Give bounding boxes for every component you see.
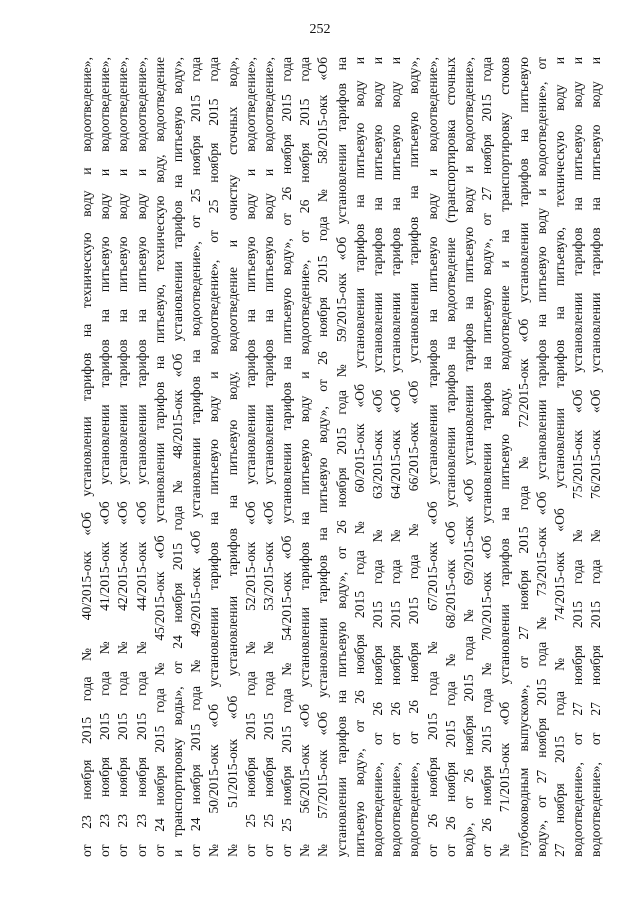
text-line: от 26 ноября 2015 года № 68/2015-окк «Об установлении тарифов на водоотведение (транспортировка сточных [442,57,458,857]
text-line: от 25 ноября 2015 года № 53/2015-окк «Об установлении тарифов на питьевую воду и водоотведение», [260,57,276,857]
text-line: № 71/2015-окк «Об установлении тарифов на питьевую воду, водоотведение и на транспортировку стоков [497,57,513,857]
text-line: водоотведение», от 26 ноября 2015 года № 63/2015-окк «Об установлении тарифов на питьевую воду и [370,57,385,857]
text-line: № 56/2015-окк «Об установлении тарифов на питьевую воду и водоотведение», от 26 ноября 2015 года [297,57,313,857]
text-line: установлении тарифов на питьевую воду», от 26 ноября 2015 года № 59/2015-окк «Об установлении тарифов на [333,57,349,857]
text-line: водоотведение», от 26 ноября 2015 года № 64/2015-окк «Об установлении тарифов на питьевую воду и [388,57,404,857]
text-line: 27 ноября 2015 года № 74/2015-окк «Об установлении тарифов на питьевую, техническую воду и [551,57,567,857]
text-line: от 25 ноября 2015 года № 52/2015-окк «Об установлении тарифов на питьевую воду и водоотведение», [242,57,258,857]
text-line: питьевую воду», от 26 ноября 2015 года № 60/2015-окк «Об установлении тарифов на питьевую воду и [351,57,367,857]
rotated-text-body [78,57,605,857]
text-line: водоотведение», от 27 ноября 2015 года № 76/2015-окк «Об установлении тарифов на питьевую воду и [588,57,604,857]
text-line: от 24 ноября 2015 года № 49/2015-окк «Об установлении тарифов на водоотведение», от 25 ноября 2015 года [188,57,204,857]
text-line: от 26 ноября 2015 года № 67/2015-окк «Об установлении тарифов на питьевую воду и водоотведение», [424,57,440,857]
text-line: № 57/2015-окк «Об установлении тарифов на питьевую воду», от 26 ноября 2015 года № 58/2015-окк «Об [315,57,331,857]
text-line: воду», от 27 ноября 2015 года № 73/2015-окк «Об установлении тарифов на питьевую воду и водоотведение», от [533,57,549,857]
page-number: 252 [309,22,331,37]
text-line: водоотведение», от 26 ноября 2015 года № 66/2015-окк «Об установлении тарифов на питьевую воду», [406,57,422,857]
text-line: водоотведение», от 27 ноября 2015 года № 75/2015-окк «Об установлении тарифов на питьевую воду и [570,57,586,857]
text-line: от 23 ноября 2015 года № 40/2015-окк «Об установлении тарифов на техническую воду и водоотведение», [79,57,94,857]
text-line: № 50/2015-окк «Об установлении тарифов на питьевую воду и водоотведение», от 25 ноября 2015 года [206,57,222,857]
text-line: вод)», от 26 ноября 2015 года № 69/2015-окк «Об установлении тарифов на питьевую воду и водоотведение», [460,57,476,857]
text-line: от 26 ноября 2015 года № 70/2015-окк «Об установлении тарифов на питьевую воду», от 27 ноября 2015 года [479,57,495,857]
text-line: и транспортировку воды», от 24 ноября 2015 года № 48/2015-окк «Об установлении тарифов на питьевую воду», [169,57,185,857]
text-line: № 51/2015-окк «Об установлении тарифов на питьевую воду, водоотведение и очистку сточных вод», [224,57,240,857]
text-line: глубоководным выпуском», от 27 ноября 2015 года № 72/2015-окк «Об установлении тарифов на питьевую [515,57,531,857]
text-line: от 23 ноября 2015 года № 44/2015-окк «Об установлении тарифов на питьевую воду и водоотведение», [133,57,149,857]
text-line: от 25 ноября 2015 года № 54/2015-окк «Об установлении тарифов на питьевую воду», от 26 ноября 2015 года [279,57,295,857]
text-line: от 23 ноября 2015 года № 41/2015-окк «Об установлении тарифов на питьевую воду и водоотведение», [97,57,113,857]
text-line: от 23 ноября 2015 года № 42/2015-окк «Об установлении тарифов на питьевую воду и водоотведение», [115,57,131,857]
text-line: от 24 ноября 2015 года № 45/2015-окк «Об установлении тарифов на питьевую, техническую воду, водоотведение [151,57,167,857]
